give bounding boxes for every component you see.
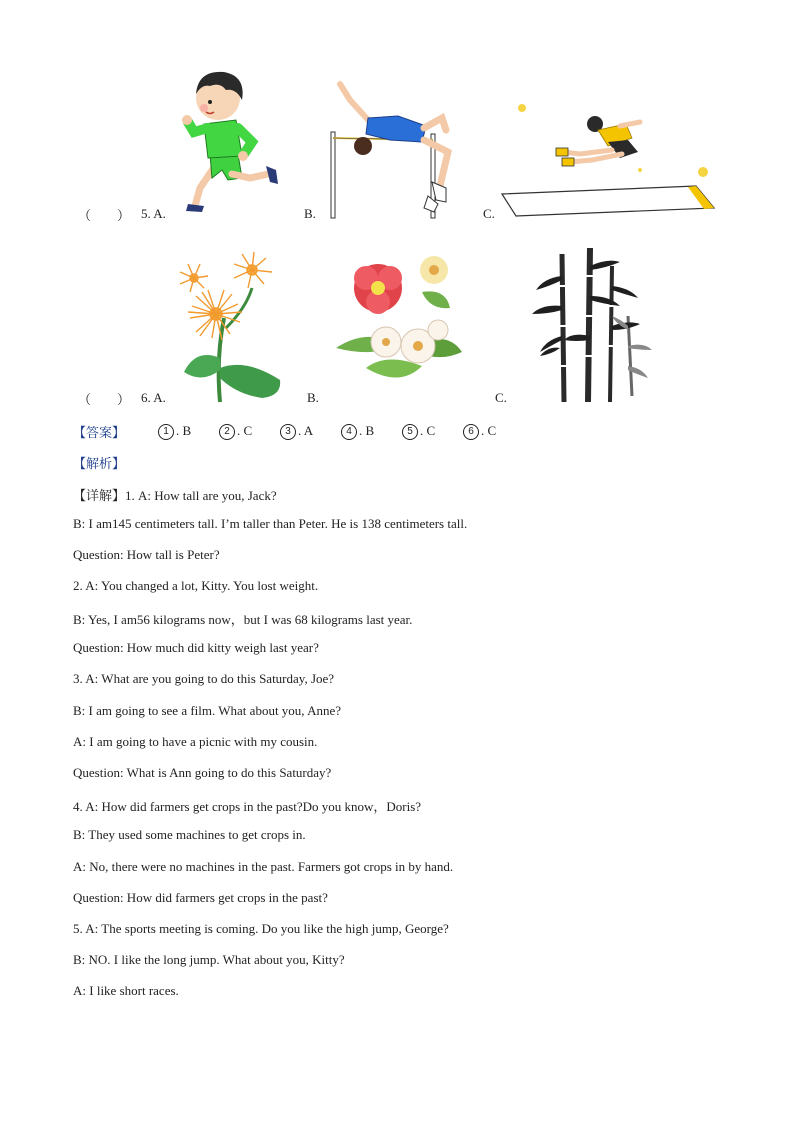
answer-6-number: 6 — [463, 424, 479, 440]
answer-6 — [463, 423, 496, 440]
answer-6-value: . C — [481, 423, 497, 438]
answer-4-number: 4 — [341, 424, 357, 440]
answer-4-value: . B — [359, 423, 375, 438]
text-line: 3. A: What are you going to do this Saturday, Joe? — [73, 671, 335, 686]
answer-3-value: . A — [298, 423, 314, 438]
peony-flowers-illustration — [326, 248, 466, 390]
chrysanthemum-illustration — [176, 248, 288, 404]
answer-5-value: . C — [420, 423, 436, 438]
text-line: 4. A: How did farmers get crops in the past?Do you know，Doris? — [73, 799, 422, 814]
running-boy-illustration — [180, 66, 285, 218]
text-line: B: They used some machines to get crops in. — [73, 827, 306, 842]
answer-1-number: 1 — [158, 424, 174, 440]
q6-answer-bracket: （ ） — [78, 392, 131, 407]
q5-label-b: B. — [304, 206, 316, 221]
text-line: Question: How tall is Peter? — [73, 547, 220, 562]
answer-2-value: . C — [237, 423, 253, 438]
q6-label-a: 6. A. — [141, 390, 166, 405]
text-line: Question: How did farmers get crops in the past? — [73, 890, 328, 905]
bamboo-illustration — [528, 246, 658, 404]
q5-answer-bracket: （ ） — [78, 208, 131, 223]
text-line: B: I am145 centimeters tall. I’m taller than Peter. He is 138 centimeters tall. — [73, 516, 468, 531]
answer-2-number: 2 — [219, 424, 235, 440]
text-line: Question: How much did kitty weigh last year? — [73, 640, 319, 655]
answer-5 — [402, 423, 435, 440]
q5-label-c: C. — [483, 206, 495, 221]
q5-label-a: 5. A. — [141, 206, 166, 221]
text-line: B: I am going to see a film. What about you, Anne? — [73, 703, 342, 718]
answer-5-number: 5 — [402, 424, 418, 440]
text-line: A: I am going to have a picnic with my cousin. — [73, 734, 318, 749]
answer-4 — [341, 423, 374, 440]
high-jump-illustration — [328, 78, 468, 220]
answer-1 — [158, 423, 191, 440]
text-line: 5. A: The sports meeting is coming. Do you like the high jump, George? — [73, 921, 449, 936]
text-line: B: Yes, I am56 kilograms now，but I was 68 kilograms last year. — [73, 612, 413, 627]
text-line: B: NO. I like the long jump. What about you, Kitty? — [73, 952, 345, 967]
long-jump-illustration — [500, 100, 720, 220]
text-line: A: No, there were no machines in the past. Farmers got crops in by hand. — [73, 859, 454, 874]
answer-2 — [219, 423, 252, 440]
answer-3-number: 3 — [280, 424, 296, 440]
answer-3 — [280, 423, 313, 440]
analysis-header: 【解析】 — [73, 457, 126, 472]
q6-label-b: B. — [307, 390, 319, 405]
answer-header: 【答案】 — [73, 426, 126, 441]
q6-label-c: C. — [495, 390, 507, 405]
text-line: Question: What is Ann going to do this Saturday? — [73, 765, 332, 780]
text-line: 【详解】1. A: How tall are you, Jack? — [73, 488, 277, 503]
answer-1-value: . B — [176, 423, 192, 438]
text-line: A: I like short races. — [73, 983, 179, 998]
text-line: 2. A: You changed a lot, Kitty. You lost weight. — [73, 578, 319, 593]
